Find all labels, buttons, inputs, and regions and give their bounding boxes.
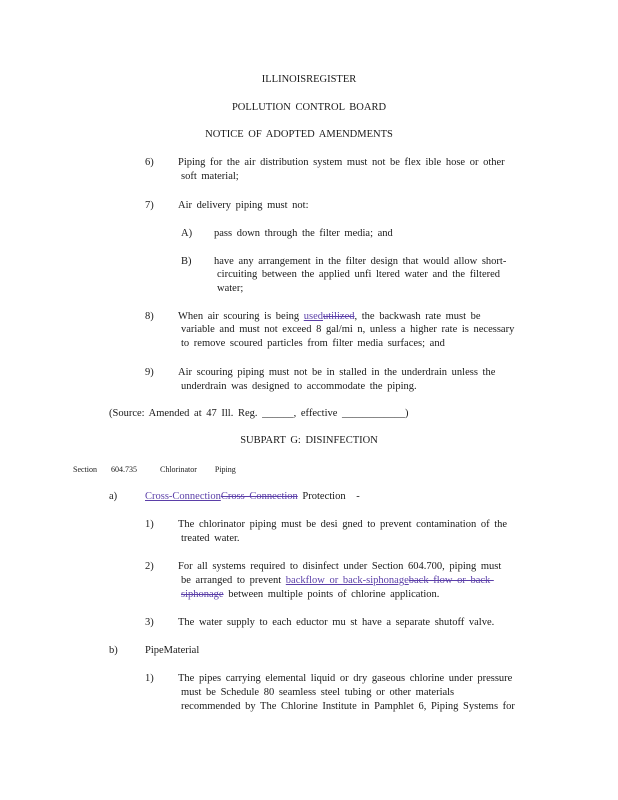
a-item-2-line-1: For all systems required to disinfect under Section 604.700, piping must — [178, 561, 502, 572]
b-item-1-line-3: recommended by The Chlorine Institute in Pamphlet 6, Piping Systems for — [181, 701, 515, 712]
b-item-1-number: 1) — [145, 673, 154, 684]
register-title: ILLINOISREGISTER — [261, 74, 357, 85]
item-7-line-1: Air delivery piping must not: — [178, 200, 309, 211]
item-7-b-line-3: water; — [217, 283, 244, 294]
item-6-line-1: Piping for the air distribution system must not be flex ible hose or other — [178, 157, 505, 168]
subsection-b-number: b) — [109, 645, 118, 656]
item-8-inserted-text: used — [303, 311, 324, 322]
item-9-number: 9) — [145, 367, 154, 378]
a-item-1-line-1: The chlorinator piping must be desi gned to prevent contamination of the — [178, 519, 508, 530]
item-8-line-1 — [178, 310, 481, 324]
item-7-a-text: pass down through the filter media; and — [214, 228, 393, 239]
subsection-a-deleted-text: Cross Connection — [220, 491, 298, 502]
section-label: Section — [73, 465, 97, 474]
item-7-b-line-1: have any arrangement in the filter design that would allow short- — [214, 256, 507, 267]
a-item-2-line-2-pre: be arranged to prevent — [181, 575, 282, 586]
b-item-1-line-1: The pipes carrying elemental liquid or dry gaseous chlorine under pressure — [178, 673, 513, 684]
item-8-number: 8) — [145, 311, 154, 322]
a-item-2-line-3-post: between multiple points of chlorine application. — [228, 589, 440, 600]
item-6-line-2: soft material; — [181, 171, 239, 182]
a-item-2-inserted-text: backflow or back-siphonage — [285, 575, 409, 586]
item-8-line-1-pre: When air scouring is being — [178, 311, 300, 322]
item-9-line-2: underdrain was designed to accommodate the piping. — [181, 381, 417, 392]
board-title: POLLUTION CONTROL BOARD — [231, 102, 387, 113]
section-title: Chlorinator Piping — [160, 465, 236, 474]
a-item-3-line-1: The water supply to each eductor mu st have a separate shutoff valve. — [178, 617, 495, 628]
source-note: (Source: Amended at 47 Ill. Reg. ______, effective ____________) — [109, 408, 409, 419]
subpart-heading: SUBPART G: DISINFECTION — [240, 435, 378, 446]
item-7-b-number: B) — [181, 256, 192, 267]
a-item-2-line-3 — [181, 588, 439, 602]
b-item-1-line-2: must be Schedule 80 seamless steel tubing or other materials — [181, 687, 455, 698]
a-item-1-line-2: treated water. — [181, 533, 240, 544]
subsection-b-title: PipeMaterial — [145, 645, 200, 656]
subsection-a-number: a) — [109, 491, 118, 502]
subsection-a-inserted-text: Cross-Connection — [145, 491, 221, 502]
subsection-a-title-post: Protection — [302, 491, 346, 502]
item-8-deleted-text: utilized — [323, 311, 355, 322]
a-item-2-number: 2) — [145, 561, 154, 572]
subsection-a-dash: - — [356, 491, 360, 502]
item-6-number: 6) — [145, 157, 154, 168]
item-9-line-1: Air scouring piping must not be in stalled in the underdrain unless the — [178, 367, 496, 378]
item-7-b-line-2: circuiting between the applied unfi ltered water and the filtered — [217, 269, 501, 280]
item-8-line-3: to remove scoured particles from filter media surfaces; and — [181, 338, 445, 349]
a-item-3-number: 3) — [145, 617, 154, 628]
item-8-line-2: variable and must not exceed 8 gal/mi n, unless a higher rate is necessary — [181, 324, 515, 335]
a-item-2-deleted-text-cont: siphonage — [181, 589, 224, 600]
item-7-a-number: A) — [181, 228, 193, 239]
item-7-number: 7) — [145, 200, 154, 211]
a-item-2-line-2 — [181, 574, 494, 588]
item-8-line-1-post: , the backwash rate must be — [354, 311, 481, 322]
subsection-a-title — [145, 490, 360, 504]
a-item-2-deleted-text: back flow or back- — [408, 575, 494, 586]
a-item-1-number: 1) — [145, 519, 154, 530]
notice-title: NOTICE OF ADOPTED AMENDMENTS — [205, 129, 393, 140]
section-number: 604.735 — [111, 465, 137, 474]
